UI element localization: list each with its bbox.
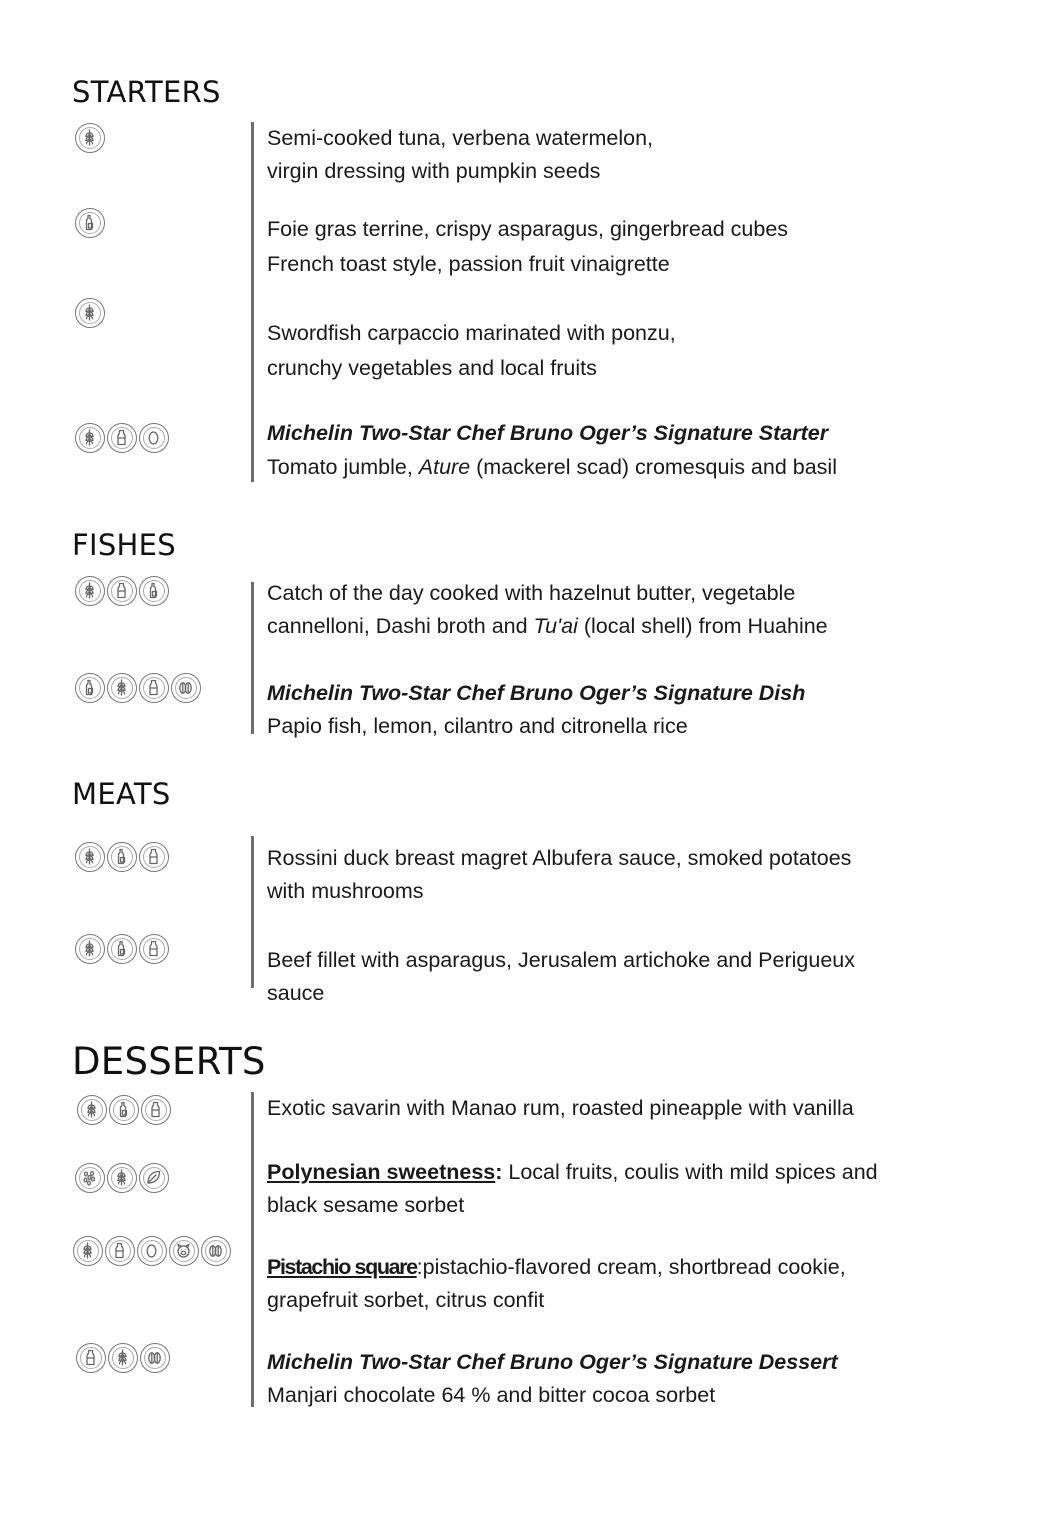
item-line: Papio fish, lemon, cilantro and citronella rice (267, 714, 688, 738)
milk-icon (107, 423, 137, 453)
mustard-icon (107, 934, 137, 964)
allergen-icons (75, 673, 201, 703)
nuts-icon (140, 1343, 170, 1373)
menu-item-beef-fillet (267, 944, 957, 1010)
gluten-icon (108, 1343, 138, 1373)
item-line: Local fruits, coulis with mild spices and (502, 1160, 878, 1184)
signature-title: Michelin Two-Star Chef Bruno Oger’s Signature Starter (267, 421, 829, 445)
item-line: Rossini duck breast magret Albufera sauce, smoked potatoes (267, 846, 852, 870)
item-line: grapefruit sorbet, citrus confit (267, 1288, 545, 1312)
menu-item-foie-gras (267, 212, 957, 282)
item-line: Foie gras terrine, crispy asparagus, gingerbread cubes (267, 217, 789, 241)
gluten-icon (107, 673, 137, 703)
signature-title: Michelin Two-Star Chef Bruno Oger’s Signature Dessert (267, 1350, 838, 1374)
item-line: :pistachio-flavored cream, shortbread cookie, (416, 1255, 846, 1279)
gluten-icon (75, 576, 105, 606)
mustard-icon (75, 208, 105, 238)
section-divider-desserts (251, 1092, 254, 1407)
menu-item-duck-breast (267, 842, 957, 908)
item-line: sauce (267, 981, 325, 1005)
item-line: (local shell) from Huahine (577, 614, 828, 638)
menu-item-pistachio-square (267, 1251, 957, 1317)
milk-icon (76, 1343, 106, 1373)
menu-item-tuna (267, 122, 957, 188)
menu-item-exotic-savarin (267, 1092, 957, 1125)
section-title-meats: MEATS (72, 777, 171, 811)
dessert-name: Pistachio square (267, 1255, 417, 1279)
item-line: (mackerel scad) cromesquis and basil (470, 455, 837, 479)
item-line: Exotic savarin with Manao rum, roasted pineapple with vanilla (267, 1096, 854, 1120)
allergen-icons (75, 298, 105, 328)
nuts-icon (201, 1236, 231, 1266)
item-line: with mushrooms (267, 879, 424, 903)
item-line: Beef fillet with asparagus, Jerusalem artichoke and Perigueux (267, 948, 855, 972)
milk-icon (105, 1236, 135, 1266)
item-line: black sesame sorbet (267, 1193, 465, 1217)
dessert-name-colon: : (495, 1160, 503, 1184)
egg-icon (139, 423, 169, 453)
gluten-icon (75, 423, 105, 453)
menu-item-signature-starter (267, 416, 957, 484)
section-title-fishes: FISHES (72, 528, 176, 562)
item-line: Tomato jumble, (267, 455, 419, 479)
milk-icon (139, 934, 169, 964)
allergen-icons (76, 1343, 170, 1373)
pork-icon (169, 1236, 199, 1266)
item-line: Semi-cooked tuna, verbena watermelon, (267, 126, 654, 150)
item-line: cannelloni, Dashi broth and (267, 614, 534, 638)
item-line: French toast style, passion fruit vinaigrette (267, 252, 670, 276)
mustard-icon (109, 1095, 139, 1125)
milk-icon (139, 673, 169, 703)
vegan-leaf-icon (139, 1163, 169, 1193)
menu-item-signature-dish (267, 677, 957, 743)
egg-icon (137, 1236, 167, 1266)
milk-icon (139, 842, 169, 872)
allergen-icons (75, 123, 105, 153)
signature-title: Michelin Two-Star Chef Bruno Oger’s Signature Dish (267, 681, 806, 705)
gluten-icon (107, 1163, 137, 1193)
allergen-icons (77, 1095, 171, 1125)
section-title-starters: STARTERS (72, 75, 221, 109)
allergen-icons (75, 1163, 169, 1193)
mustard-icon (107, 842, 137, 872)
gluten-icon (75, 298, 105, 328)
mustard-icon (75, 673, 105, 703)
dessert-name: Polynesian sweetness (267, 1160, 496, 1184)
allergen-icons (75, 842, 169, 872)
menu-item-catch-of-the-day (267, 577, 957, 643)
item-line-italic: Ature (418, 455, 471, 479)
section-divider-meats (251, 836, 254, 988)
item-line: Catch of the day cooked with hazelnut butter, vegetable (267, 581, 796, 605)
item-line: crunchy vegetables and local fruits (267, 356, 597, 380)
gluten-icon (77, 1095, 107, 1125)
section-divider-fishes (251, 582, 254, 734)
item-line: virgin dressing with pumpkin seeds (267, 159, 601, 183)
section-divider-starters (251, 122, 254, 482)
menu-item-swordfish (267, 316, 957, 386)
gluten-icon (75, 842, 105, 872)
gluten-icon (75, 934, 105, 964)
menu-item-polynesian-sweetness (267, 1156, 957, 1222)
menu-item-signature-dessert (267, 1346, 957, 1412)
section-title-desserts: DESSERTS (72, 1040, 266, 1083)
item-line: Manjari chocolate 64 % and bitter cocoa sorbet (267, 1383, 716, 1407)
allergen-icons (73, 1236, 231, 1266)
milk-icon (141, 1095, 171, 1125)
nuts-icon (171, 673, 201, 703)
item-line: Swordfish carpaccio marinated with ponzu, (267, 321, 676, 345)
mustard-icon (139, 576, 169, 606)
milk-icon (107, 576, 137, 606)
allergen-icons (75, 934, 169, 964)
sesame-icon (75, 1163, 105, 1193)
gluten-icon (75, 123, 105, 153)
gluten-icon (73, 1236, 103, 1266)
item-line-italic: Tu'ai (533, 614, 578, 638)
allergen-icons (75, 208, 105, 238)
allergen-icons (75, 423, 169, 453)
allergen-icons (75, 576, 169, 606)
